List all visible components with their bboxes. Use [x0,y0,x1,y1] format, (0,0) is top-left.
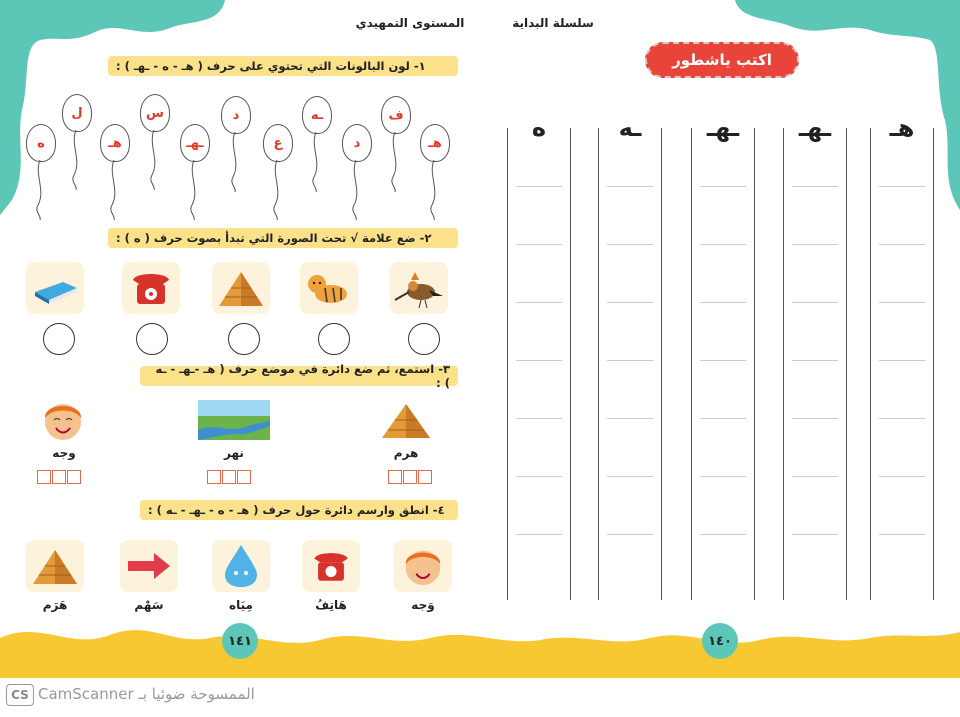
balloon-letter: هـ [100,124,130,162]
letter-position-boxes[interactable] [36,470,81,484]
boy-face-picture [38,396,88,448]
question-2-title: ٢- ضع علامة √ تحت الصورة التي تبدأ بصوت حرف ( ه ) : [108,228,458,248]
balloon-letter: س [140,94,170,132]
word-label[interactable]: هَرَم [42,598,68,612]
column-letter: هـ [871,114,933,142]
question-3-title: ٣- استمع، ثم ضع دائرة في موضع حرف ( هـ -ـهـ - ـه ) : [140,366,458,386]
writing-column[interactable] [870,114,934,600]
balloon[interactable] [180,124,210,224]
water-drop-picture [212,540,270,592]
boy-face-picture [394,540,452,592]
balloon[interactable] [100,124,130,224]
word-label[interactable]: هَاتِفُ [315,598,347,612]
balloon[interactable] [381,96,411,196]
hoopoe-bird-picture [390,262,448,314]
balloon[interactable] [342,124,372,224]
page-number-right: ١٤٠ [702,623,738,659]
column-letter: ـهـ [784,114,846,142]
question-4-title: ٤- انطق وارسم دائرة حول حرف ( هـ - ه - ـهـ - ـه ) : [140,500,458,520]
pyramid-picture [26,540,84,592]
balloon-letter: ل [62,94,92,132]
word-label: نهر [224,446,244,460]
answer-circle[interactable] [408,323,440,355]
tiger-picture [300,262,358,314]
answer-circle[interactable] [228,323,260,355]
answer-circle[interactable] [43,323,75,355]
word-label[interactable]: مِيَاه [229,598,253,612]
balloon-letter: هـ [420,124,450,162]
title-banner [645,42,799,78]
balloon-letter: ـه [302,96,332,134]
letter-position-boxes[interactable] [387,470,432,484]
arrow-picture [120,540,178,592]
balloon[interactable] [221,96,251,196]
telephone-picture [122,262,180,314]
pyramid-picture [212,262,270,314]
answer-circle[interactable] [136,323,168,355]
river-picture [198,400,270,440]
balloon[interactable] [420,124,450,224]
balloon-letter: د [342,124,372,162]
level-title: المستوى التمهيدي [355,16,465,30]
balloon-letter: د [221,96,251,134]
column-letter: ـه [599,114,661,142]
balloon-letter: ـهـ [180,124,210,162]
page-number-left: ١٤١ [222,623,258,659]
writing-column[interactable] [507,114,571,600]
balloon[interactable] [62,94,92,194]
series-title: سلسلة البداية [512,16,594,30]
word-label[interactable]: سَهْم [134,598,164,612]
answer-circle[interactable] [318,323,350,355]
column-letter: ه [508,114,570,142]
word-label: وجه [52,446,76,460]
balloon-letter: ه [26,124,56,162]
camscanner-watermark: الممسوحة ضوئيا بـ CamScanner [38,685,255,703]
pyramid-picture [380,400,432,444]
bottom-yellow-wave [0,610,960,680]
balloon[interactable] [26,124,56,224]
question-1-title: ١- لون البالونات التي تحتوي على حرف ( هـ - ه - ـهـ ) : [108,56,458,76]
balloon[interactable] [140,94,170,194]
column-letter: ـهـ [692,114,754,142]
word-label[interactable]: وَجه [411,598,435,612]
writing-column[interactable] [598,114,662,600]
balloon-letter: ف [381,96,411,134]
balloon[interactable] [302,96,332,196]
balloon-letter: ع [263,124,293,162]
word-label: هرم [393,446,419,460]
book-picture [26,262,84,314]
banner-text: اكتب ياشطور [672,51,772,69]
writing-column[interactable] [691,114,755,600]
telephone-picture [302,540,360,592]
balloon[interactable] [263,124,293,224]
camscanner-logo: CS [6,684,34,706]
writing-column[interactable] [783,114,847,600]
letter-position-boxes[interactable] [206,470,251,484]
